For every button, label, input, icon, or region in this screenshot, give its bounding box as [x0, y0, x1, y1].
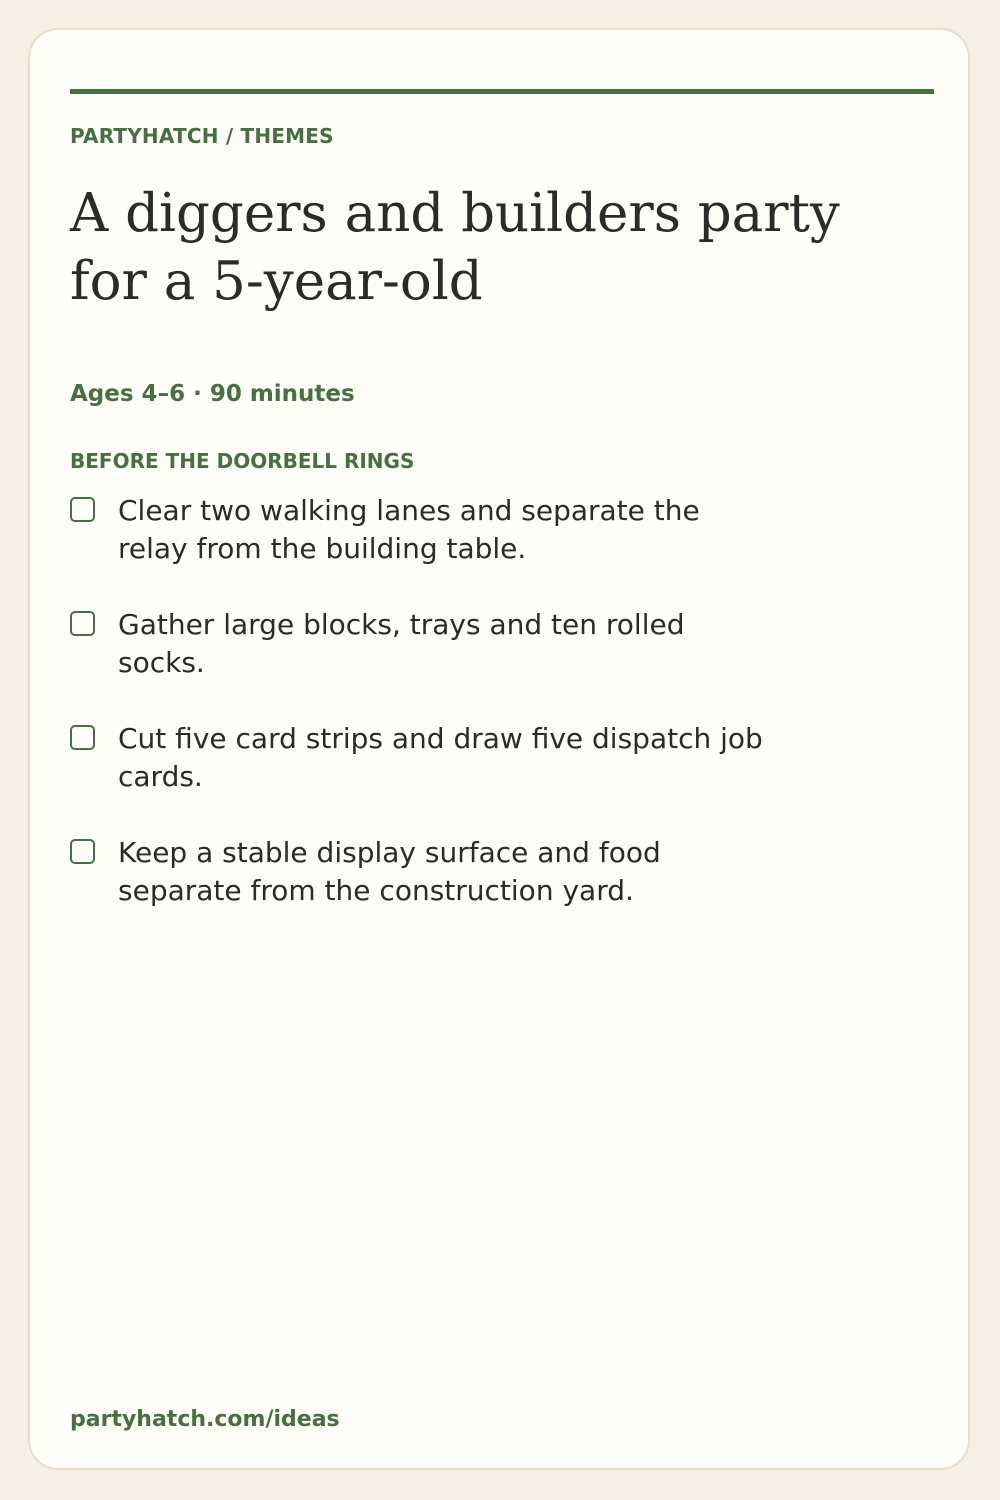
breadcrumb[interactable]: PARTYHATCH / THEMES	[70, 124, 334, 148]
prep-checklist	[70, 492, 770, 948]
page-title: A diggers and builders party for a 5-year-old	[70, 183, 840, 312]
checklist-item[interactable]	[70, 606, 770, 720]
party-meta: Ages 4–6 · 90 minutes	[70, 381, 355, 407]
theme-card	[28, 28, 970, 1470]
footer-link[interactable]: partyhatch.com/ideas	[70, 1407, 340, 1432]
checklist-item[interactable]	[70, 720, 770, 834]
checklist-item[interactable]	[70, 492, 770, 606]
checkbox-unchecked-icon[interactable]	[70, 497, 95, 522]
top-accent-rule	[70, 89, 934, 94]
checklist-item-text: Cut five card strips and draw five dispatch job cards.	[118, 722, 763, 793]
checklist-item-text: Keep a stable display surface and food separate from the construction yard.	[118, 836, 661, 907]
section-heading: BEFORE THE DOORBELL RINGS	[70, 449, 415, 473]
checkbox-unchecked-icon[interactable]	[70, 611, 95, 636]
checklist-item-text: Clear two walking lanes and separate the relay from the building table.	[118, 494, 700, 565]
checklist-item-text: Gather large blocks, trays and ten rolled socks.	[118, 608, 685, 679]
checkbox-unchecked-icon[interactable]	[70, 839, 95, 864]
checklist-item[interactable]	[70, 834, 770, 948]
checkbox-unchecked-icon[interactable]	[70, 725, 95, 750]
